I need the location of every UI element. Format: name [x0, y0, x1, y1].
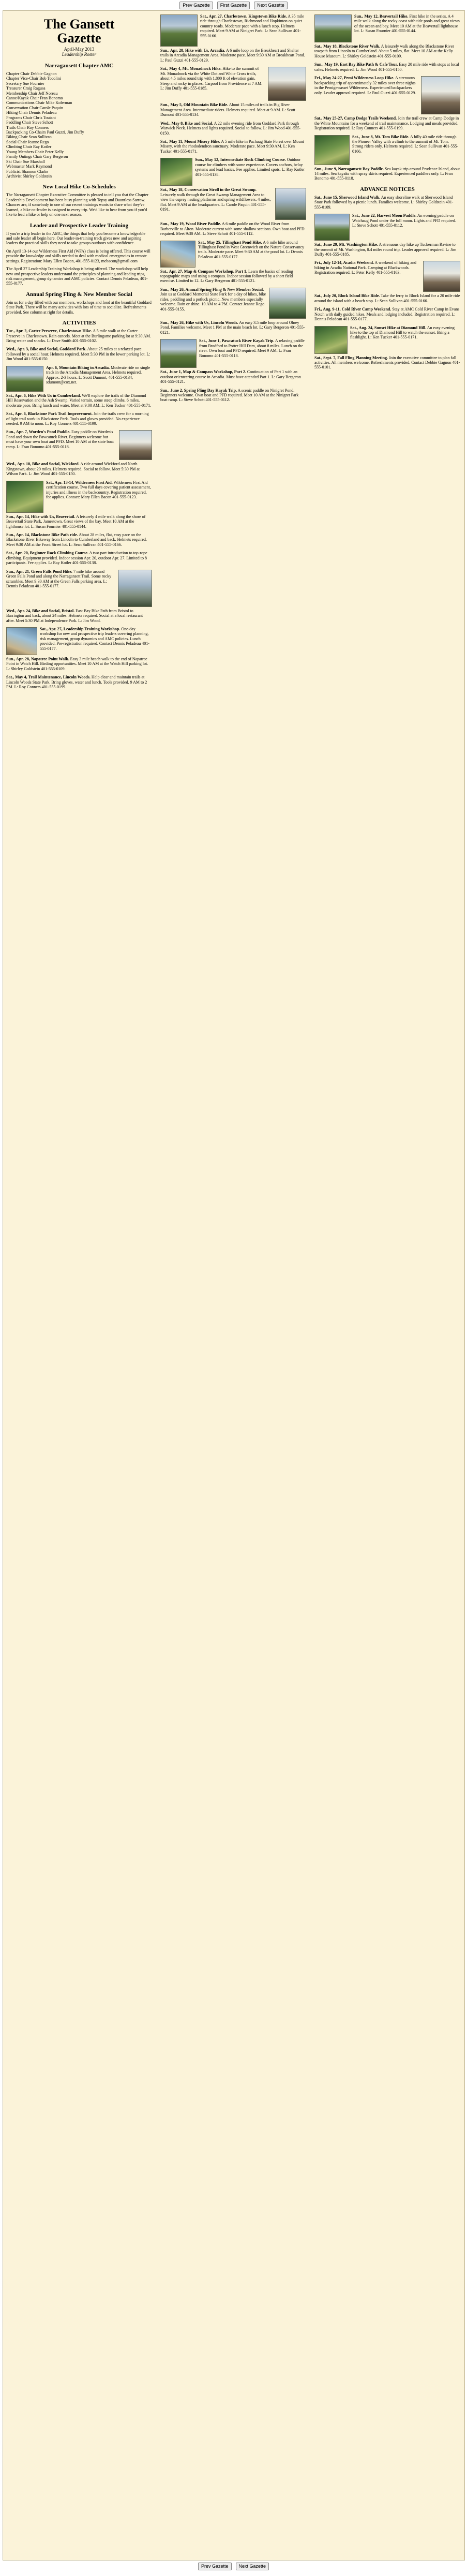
activity-photo: [160, 339, 197, 368]
activity-listing: [160, 388, 306, 403]
activity-description: Outdoor course for climbers with some experience. Covers anchors, belay systems and lead basics. Fee applies. Limited spots. L: Ray Kotler 401-555-0138.: [195, 157, 305, 177]
activity-date: Sun., May 19, East Bay Bike Path & Cafe Tour.: [314, 62, 398, 67]
committee-member: Chapter Vice-Chair Bob Tocolini: [6, 76, 61, 81]
activity-date: Sat., May 18, Blackstone River Walk.: [314, 44, 381, 49]
activity-date: Sat., May 4, Mt. Monadnock Hike.: [160, 66, 222, 71]
activity-listing: [6, 329, 152, 343]
activity-listing: [160, 157, 306, 177]
activity-description: Join the trail crew at Camp Dodge in the White Mountains for a weekend of trail maintenance. Lodging and meals provided. Registration required. L: Roy Conners 401-555-0199.: [314, 116, 459, 131]
next-gazette-button[interactable]: Next Gazette: [236, 2563, 269, 2570]
activity-photo: [268, 67, 306, 101]
activity-date: Sun., May 12, Intermediate Rock Climbing Course.: [195, 157, 286, 162]
activity-date: Sun., Apr. 14, Blackstone Bike Path ride.: [6, 532, 78, 538]
newsletter-title: [6, 17, 152, 46]
activity-date: Sun., May 26, Annual Spring Fling & New Member Social.: [160, 287, 264, 292]
training-body: If you're a trip leader in the AMC, the things that help you become a knowledgeable and safe leader all begin here. Our leader-in-training track gives new and aspiring leaders the practical skills they need to take groups outdoors with confidence.: [6, 231, 145, 246]
activity-photo: [314, 14, 352, 42]
activity-date: Sat., Apr. 20, Beginner Rock Climbing Course.: [6, 551, 88, 556]
activity-date: Wed., Apr. 10, Bike and Social, Wickford.: [6, 462, 80, 467]
activity-photo: [160, 158, 192, 186]
committee-heading: Narragansett Chapter AMC: [44, 62, 114, 69]
activity-date: Sat., Apr. 27, Leadership Training Workshop.: [40, 626, 120, 631]
activity-date: Sat., July 20, Block Island Bike Ride.: [314, 293, 380, 299]
committee-list: [6, 71, 152, 179]
masthead: [6, 17, 152, 57]
activity-listing: [6, 569, 152, 589]
activity-listing: [314, 62, 460, 72]
activity-listing: [314, 195, 460, 210]
activity-description: A 35 mile ride through Charlestown, Richmond and Hopkinton on quiet country roads. Moderate pace with a lunch stop. Helmets required. Meet 9 AM at Ninigret Park. L: Sean Sullivan 401-555-0166.: [200, 14, 304, 38]
activity-listing: [6, 657, 152, 671]
issue-date: April-May 2013: [64, 46, 95, 52]
activity-description: Wilderness First Aid certification course. Two full days covering patient assessment, injuries and illness in the backcountry. Registration required, fee applies. Contact: Mary Ellen Bacon 401-555-0123.: [46, 480, 151, 500]
intro-body: The Narragansett Chapter Executive Committee is pleased to tell you that the Chapter Leadership Development has been busy planning with Topsy and Dauntless Sarrow. Chances are, if somebody in one of our recent trainings wants to share what they've learned, a hike co-leader is assigned to every trip. We'd like to hear from you if you'd like to lead a hike or help on one next season.: [6, 193, 149, 217]
activity-description: A 5 mile hike in Pachaug State Forest over Mount Misery, with the rhododendron sanctuary. Moderate pace. Meet 9:30 AM. L: Ken Tucker 401-555-0171.: [160, 139, 304, 154]
activity-description: Stay at AMC Cold River Camp in Evans Notch with daily guided hikes. Meals and lodging included. Registration required. L: Dennis Peladeau 401-555-0177.: [314, 307, 460, 322]
activities-heading: ACTIVITIES: [62, 320, 96, 327]
committee-member: Canoe/Kayak Chair Fran Bonomo: [6, 95, 63, 100]
activity-date: Sat., Apr. 6, Blackstone Park Trail Improvement.: [6, 411, 93, 417]
activity-photo: [119, 430, 152, 460]
activity-description: Leisurely walk through the Great Swamp Management Area to view the osprey nesting platforms and spring wildflowers. 4 miles, flat. Meet 9 AM at the headquarters. L: Carole Paquin 401-555-0191.: [160, 192, 271, 212]
committee-member: Secretary Sue Fournier: [6, 81, 44, 86]
intro-heading: New Local Hike Co-Schedules: [42, 184, 116, 190]
column-left: [6, 14, 152, 2555]
training-session: The April 27 Leadership Training Workshop is being offered. The workshop will help new and prospective leaders understand the principles of planning and leading trips, risk management, group dynamics and AMC policies. Contact Dennis Peladeau, 401-555-0177.: [6, 267, 148, 286]
advance-notices-heading: ADVANCE NOTICES: [360, 186, 415, 193]
activity-photo: [6, 481, 43, 513]
committee-member: Membership Chair Jeff Noreau: [6, 91, 58, 96]
activity-date: Sat., May 11, Mount Misery Hike.: [160, 139, 220, 144]
activity-listing: [6, 347, 152, 361]
activity-date: Sat., June 1, Pawcatuck River Kayak Trip.: [199, 338, 275, 344]
activity-listing: [314, 213, 460, 228]
activity-listing: [314, 242, 460, 257]
activity-listing: [6, 609, 152, 623]
activity-date: Fri., Aug. 9-11, Cold River Camp Weekend.: [314, 307, 391, 312]
committee-member: Chapter Chair Debbie Gagnon: [6, 71, 57, 76]
training-session: On April 13-14 our Wilderness First Aid (WFA) class is being offered. This course will provide the knowledge and skills needed to deal with medical emergencies in remote settings. Registration: Mary Ellen Bacon, 401-555-0123, mebacon@gmail.com: [6, 248, 150, 263]
activity-listing: [160, 102, 306, 117]
activity-listing: [160, 269, 306, 284]
activity-description: A 5 mile walk at the Carter Preserve in Charlestown. Rain cancels. Meet at the Burlingame parking lot at 9:30 AM. Bring water and snacks. L: Dave Smith 401-555-0102.: [6, 329, 151, 344]
activity-description: Help clear and maintain trails at Lincoln Woods State Park. Bring gloves, water and lunch. Tools provided. 9 AM to 2 PM. L: Roy Conners 401-555-0199.: [6, 675, 147, 690]
activity-description: Moderate ride on single track in the Arcadia Management Area. Helmets required. Approx. 2-3 hours. L: Scott Dumont, 401-555-0134, sdumont@cox.net.: [46, 365, 150, 385]
activity-photo: [160, 241, 195, 268]
activity-listing: [6, 514, 152, 529]
activity-date: Sat., May 25-27, Camp Dodge Trails Weekend.: [314, 116, 397, 121]
activity-description: Easy paddle on Worden's Pond and down the Pawcatuck River. Beginners welcome but must have your own boat and PFD. Meet 10 AM at the state boat ramp. L: Fran Bonomo 401-555-0118.: [6, 430, 114, 449]
committee-member: Webmaster Mark Raymond: [6, 164, 52, 169]
activity-description: Sea kayak trip around Prudence Island, about 14 miles. Sea kayaks with spray skirts required. Experienced paddlers only. L: Fran Bonomo 401-555-0118.: [314, 166, 460, 181]
activity-listing: [160, 48, 306, 63]
activity-description: A scenic paddle on Ninigret Pond. Beginners welcome. Own boat and PFD required. Meet 10 AM at the Ninigret Park boat ramp. L: Steve Schott 401-555-0112.: [160, 388, 299, 403]
prev-gazette-button[interactable]: Prev Gazette: [198, 2563, 232, 2570]
activity-date: Sat., May 4, Trail Maintenance, Lincoln Woods.: [6, 675, 91, 680]
committee-member: Climbing Chair Ray Kotler: [6, 144, 52, 150]
activity-description: An easy 3.5 mile loop around Olney Pond. Families welcome. Meet 1 PM at the main beach lot. L: Gary Bergeron 401-555-0121.: [160, 320, 305, 335]
activity-list-left: [6, 329, 152, 689]
activity-description: A weekend of hiking and biking in Acadia National Park. Camping at Blackwoods. Registration required. L: Peter Kelly 401-555-0163.: [314, 260, 416, 275]
activity-date: Sat., June 8, Mt. Tom Bike Ride.: [352, 134, 410, 139]
activity-listing: [314, 356, 460, 370]
activity-photo: [118, 570, 152, 607]
activity-date: Sat., Apr. 6, Hike With Us in Cumberland.: [6, 393, 81, 398]
activity-date: Sat., Apr. 13-14, Wilderness First Aid.: [46, 480, 113, 485]
committee-member: Backpacking Co-Chairs Paul Guzzi, Jim Duffy: [6, 130, 84, 135]
activity-description: 7 mile hike around Green Falls Pond and along the Narragansett Trail. Some rocky scrambles. Meet 9:30 AM at the Green Falls parking area. L: Dennis Peladeau 401-555-0177.: [6, 569, 112, 588]
activity-listing: [160, 287, 306, 312]
activity-listing: [160, 338, 306, 358]
committee-member: Trails Chair Roy Conners: [6, 125, 49, 130]
committee-member: Family Outings Chair Gary Bergeron: [6, 154, 68, 159]
activity-list-middle: [160, 14, 306, 403]
activity-listing: [314, 325, 460, 340]
activity-description: Join the executive committee to plan fall activities. All members welcome. Refreshments provided. Contact Debbie Gagnon 401-555-0101.: [314, 355, 460, 370]
activity-photo: [314, 326, 348, 354]
activity-description: An evening paddle on Watchaug Pond under the full moon. Lights and PFD required. L: Steve Schott 401-555-0112.: [352, 213, 456, 228]
title-line-2: Gazette: [57, 31, 101, 46]
committee-member: Treasurer Craig Ragusa: [6, 86, 46, 91]
committee-member: Ski Chair Sue Marshall: [6, 159, 45, 164]
activity-listing: [6, 480, 152, 500]
activity-description: A hilly 40 mile ride through the Pioneer Valley with a climb to the summit of Mt. Tom. Strong riders only. Helmets required. L: Sean Sullivan 401-555-0166.: [352, 134, 459, 154]
activity-photo: [269, 288, 306, 319]
activity-date: Tue., Apr. 2, Carter Preserve, Charlestown Hike.: [6, 329, 92, 334]
activity-listing: [314, 307, 460, 321]
committee-member: Hiking Chair Dennis Peladeau: [6, 110, 57, 115]
activity-description: A 6 mile hike around Tillinghast Pond in West Greenwich on the Nature Conservancy trails. Moderate pace. Meet 9:30 AM at the pond lot. L: Dennis Peladeau 401-555-0177.: [198, 240, 305, 259]
first-gazette-button[interactable]: First Gazette: [217, 2, 250, 9]
activity-listing: [160, 240, 306, 260]
activity-description: Hike to the summit of Mt. Monadnock via the White Dot and White Cross trails, about 4.5 miles round trip with 1,800 ft of elevation gain. Steep and rocky in places. Carpool from Providence at 7 AM. L: Jim Duffy 401-555-0185.: [160, 66, 263, 91]
training-heading: Leader and Prospective Leader Training: [29, 222, 129, 229]
activity-listing: [160, 369, 306, 384]
activity-description: A 6 mile loop on the Breakheart and Shelter trails in Arcadia Management Area. Moderate pace. Meet 9:30 AM at Breakheart Pond. L: Paul Guzzi 401-555-0129.: [160, 48, 305, 63]
activity-description: Easy 20 mile ride with stops at local cafes. Helmets required. L: Jim Wood 401-555-0150.: [314, 62, 459, 72]
activity-listing: [6, 411, 152, 426]
committee-member: Biking Chair Sean Sullivan: [6, 135, 52, 140]
activity-description: Learn the basics of reading topographic maps and using a compass. Indoor session followed by a short field exercise. Limited to 12. L: Gary Bergeron 401-555-0121.: [160, 269, 293, 284]
activity-listing: [160, 121, 306, 136]
activity-listing: [314, 44, 460, 58]
activity-description: A strenuous backpacking trip of approximately 32 miles over three nights in the Pemigewasset Wilderness. Experienced backpackers only. Leader approval required. L: Paul Guzzi 401-555-0129.: [314, 76, 416, 95]
activity-photo: [160, 14, 198, 47]
title-line-1: The Gansett: [43, 17, 115, 32]
activity-listing: [160, 14, 306, 38]
activity-listing: [160, 187, 306, 212]
activity-description: A ride around Wickford and North Kingstown, about 20 miles. Helmets required. Social to follow. Meet 5:30 PM at Wilson Park. L: Jim Wood 401-555-0150.: [6, 462, 140, 477]
activity-listing: [314, 260, 460, 275]
activity-date: Wed., May 8, Bike and Social.: [160, 121, 214, 126]
activity-photo: [314, 214, 350, 241]
next-gazette-button[interactable]: Next Gazette: [254, 2, 288, 9]
activity-listing: [6, 462, 152, 476]
activity-description: A two part introduction to top-rope climbing. Equipment provided. Indoor session Apr. 20, outdoor Apr. 27. Limited to 8 participants. Fee applies. L: Ray Kotler 401-555-0138.: [6, 551, 147, 566]
activity-listing: [160, 139, 306, 154]
activity-date: Sun., Apr. 28, Hike with Us, Arcadia.: [160, 48, 225, 53]
activity-date: Sun., June 9, Narragansett Bay Paddle.: [314, 166, 384, 171]
activity-date: Sat., Apr. 27, Map & Compass Workshop, Part 1.: [160, 269, 248, 274]
activity-date: Wed., Apr. 3, Bike and Social, Goddard Park.: [6, 347, 87, 352]
meeting-body: Join us for a day filled with our members, workshops and food at the beautiful Goddard State Park. There will be many activities with lots of time to socialize. Refreshments provided. See column at right for details.: [6, 300, 152, 315]
activity-listing: [314, 14, 460, 34]
activity-date: Sat., May 25, Tillinghast Pond Hike.: [198, 240, 262, 245]
activity-date: Sat., June 22, Harvest Moon Paddle.: [352, 213, 417, 218]
activity-listing: [6, 430, 152, 449]
masthead-subtitle: Leadership Roster: [62, 52, 97, 57]
activity-listing: [6, 365, 152, 385]
activity-date: Sat., Aug. 24, Sunset Hike at Diamond Hill.: [350, 325, 427, 330]
activity-description: One-day workshop for new and prospective trip leaders covering planning, risk management, group dynamics and AMC policies. Lunch provided. Pre-registration required. Contact Dennis Peladeau 401-555-0177.: [40, 626, 149, 651]
activity-description: About 25 miles at a relaxed pace followed by a social hour. Helmets required. Meet 5:30 PM in the lower parking lot. L: Jim Wood 401-555-0150.: [6, 347, 150, 362]
column-right: [314, 14, 460, 2555]
activity-photo: [423, 261, 460, 292]
activity-description: Join us at Goddard Memorial State Park for a day of hikes, bike rides, paddling and a potluck picnic. New members especially welcome. Rain or shine. 10 AM to 4 PM. Contact Jeanne Rego 401-555-0155.: [160, 292, 266, 312]
activity-listing: [6, 675, 152, 689]
committee-member: Young Members Chair Peter Kelly: [6, 149, 64, 154]
activity-date: Sat., June 15, Sherwood Island Walk.: [314, 195, 381, 200]
activity-description: About 28 miles, flat, easy pace on the Blackstone River Bikeway from Lincoln to Cumberland and back. Helmets required. Meet 9:30 AM at the Front Street lot. L: Sean Sullivan 401-555-0166.: [6, 532, 147, 547]
committee-member: Paddling Chair Steve Schott: [6, 120, 53, 125]
activity-date: Sun., Apr. 7, Worden's Pond Paddle.: [6, 430, 71, 435]
activity-listing: [314, 293, 460, 303]
activity-date: Sat., Apr. 27, Charlestown, Kingstown Bike Ride.: [200, 14, 287, 19]
activity-listing: [6, 532, 152, 547]
activity-date: Wed., Apr. 24, Bike and Social, Bristol.: [6, 608, 75, 613]
activity-date: Sun., Apr. 21, Green Falls Pond Hike.: [6, 569, 72, 574]
activity-description: A 22 mile evening ride from Goddard Park through Warwick Neck. Helmets and lights required. Social to follow. L: Jim Wood 401-555-0150.: [160, 121, 301, 136]
activity-date: Sat., June 29, Mt. Washington Hike.: [314, 242, 378, 247]
activity-photo: [314, 135, 350, 165]
newsletter-sheet: [3, 10, 465, 2560]
activity-date: Sun., Apr. 28, Napatree Point Walk.: [6, 656, 69, 661]
activity-listing: [314, 135, 460, 154]
activity-description: About 15 miles of trails in Big River Management Area. Intermediate riders. Helmets required. Meet at 9 AM. L: Scott Dumont 401-555-0134.: [160, 102, 296, 117]
committee-member: Publicist Shannon Clarke: [6, 169, 49, 174]
activity-listing: [160, 320, 306, 335]
activity-listing: [314, 167, 460, 181]
activity-listing: [314, 76, 460, 95]
activity-date: Sat., Sept. 7, Fall Fling Planning Meeting.: [314, 355, 388, 360]
activity-photo: [421, 76, 460, 114]
advance-notices-list: [314, 195, 460, 370]
activity-description: Continuation of Part 1 with an outdoor orienteering course in Arcadia. Must have attended Part 1. L: Gary Bergeron 401-555-0121.: [160, 369, 301, 384]
activity-listing: [160, 66, 306, 91]
activity-description: First hike in the series. A 4 mile walk along the rocky coast with tide pools and great views of the ocean and bay. Meet 10 AM at the Beavertail lighthouse lot. L: Susan Fournier 401-555-0144.: [354, 14, 460, 34]
activity-description: Take the ferry to Block Island for a 20 mile ride around the island with a beach stop. L: Sean Sullivan 401-555-0166.: [314, 293, 460, 303]
activity-description: We'll explore the trails of the Diamond Hill Reservation and the Ash Swamp. Varied terrain, some steep climbs. 6 miles, moderate pace. Bring lunch and water. Meet at 9:00 AM. L: Ken Tucker 401-555-0171.: [6, 393, 152, 408]
activity-date: Fri., July 12-14, Acadia Weekend.: [314, 260, 374, 265]
activity-listing: [6, 627, 152, 651]
activity-description: A leisurely 4 mile walk along the shore of Beavertail State Park, Jamestown. Great views of the bay. Meet 10 AM at the lighthouse lot. L: Susan Fournier 401-555-0144.: [6, 514, 146, 529]
activity-date: Sun., May 26, Hike with Us, Lincoln Woods.: [160, 320, 238, 325]
activity-description: A leisurely walk along the Blackstone River towpath from Lincoln to Cumberland. About 5 miles, flat. Meet 10 AM at the Kelly House Museum. L: Shirley Goldstein 401-555-0109.: [314, 44, 454, 58]
activity-description: East Bay Bike Path from Bristol to Barrington and back, about 24 miles. Helmets required. Social at a local restaurant after. Meet 5:30 PM at Independence Park. L: Jim Wood.: [6, 608, 143, 623]
activity-date: Sat., June 1, Map & Compass Workshop, Part 2.: [160, 369, 246, 375]
committee-member: Archivist Shirley Goldstein: [6, 173, 52, 179]
top-navigation: [0, 2, 467, 9]
activity-listing: [6, 551, 152, 565]
activity-date: Fri., May 24-27, Pemi Wilderness Loop Hike.: [314, 76, 395, 81]
activity-description: An easy shoreline walk at Sherwood Island State Park followed by a picnic lunch. Families welcome. L: Shirley Goldstein 401-555-0109.: [314, 195, 454, 210]
activity-description: Join the trails crew for a morning of light trail work in Blackstone Park. Tools and gloves provided. No experience needed. 9 AM to noon. L: Roy Conners 401-555-0199.: [6, 411, 149, 426]
activity-date: Sun., May 12, Beavertail Hike.: [354, 14, 409, 19]
activity-date: Sun., Apr. 14, Hike with Us, Beavertail.: [6, 514, 76, 519]
committee-member: Social Chair Jeanne Rego: [6, 139, 49, 144]
activity-photo: [6, 366, 43, 392]
activity-description: A 6 mile paddle on the Wood River from Barberville to Alton. Moderate current with some shallow sections. Own boat and PFD required. Meet 9:30 AM. L: Steve Schott 401-555-0112.: [160, 221, 305, 236]
activity-date: Sun., May 19, Wood River Paddle.: [160, 221, 221, 227]
activity-photo: [6, 627, 37, 655]
activity-list-right: [314, 14, 460, 181]
activity-date: Sun., June 2, Spring Fling Day Kayak Trip.: [160, 388, 237, 393]
activity-description: An easy evening hike to the top of Diamond Hill to watch the sunset. Bring a flashlight. L: Ken Tucker 401-555-0171.: [350, 325, 455, 340]
activity-listing: [314, 116, 460, 130]
meeting-heading: Annual Spring Fling & New Member Social: [26, 291, 132, 298]
activity-listing: [160, 221, 306, 236]
activity-date: Apr. 6, Mountain Biking in Arcadia.: [46, 365, 110, 370]
activity-photo: [275, 188, 306, 220]
activity-description: Easy 3 mile beach walk to the end of Napatree Point in Watch Hill. Birding opportunities. Meet 10 AM at the Watch Hill parking lot. L: Shirley Goldstein 401-555-0109.: [6, 656, 148, 671]
activity-description: A relaxing paddle from Bradford to Potter Hill Dam, about 8 miles. Lunch on the river. Own boat and PFD required. Meet 9 AM. L: Fran Bonomo 401-555-0118.: [199, 338, 305, 358]
activity-date: Sun., May 5, Old Mountain Bike Ride.: [160, 102, 229, 108]
activity-listing: [6, 393, 152, 408]
committee-member: Conservation Chair Carole Paquin: [6, 105, 63, 110]
bottom-navigation: [0, 2563, 467, 2570]
activity-date: Sat., May 18, Conservation Stroll in the Great Swamp.: [160, 187, 257, 193]
column-middle: [160, 14, 306, 2555]
committee-member: Programs Chair Chris Toutant: [6, 115, 56, 120]
prev-gazette-button[interactable]: Prev Gazette: [179, 2, 213, 9]
committee-member: Communications Chair Mike Kolerman: [6, 100, 72, 106]
activity-description: A strenuous day hike up Tuckerman Ravine to the summit of Mt. Washington, 8.4 miles round trip. Leader approval required. L: Jim Duffy 401-555-0185.: [314, 242, 457, 257]
